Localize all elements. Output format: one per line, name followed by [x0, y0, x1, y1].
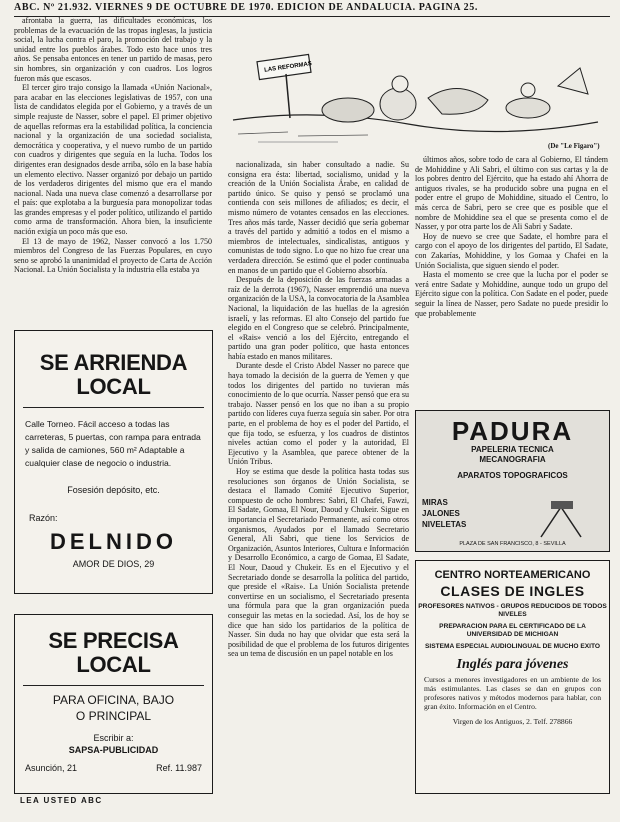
article-column-2: [228, 160, 409, 800]
ad-note: Fosesión depósito, etc.: [67, 485, 160, 495]
ad-title: SE PRECISA LOCAL: [48, 628, 179, 677]
article-column-1: [14, 16, 212, 316]
ad-item: MIRAS: [422, 498, 448, 507]
article-paragraph: últimos años, sobre todo de cara al Gobierno, El tándem de Mohiddine y Ali Sabri, el último con sus cartas y la de los pobres dentro del Ejército, que ha estado ahí Ahorra de antiguos rivales, se ha producido sobre una pugna en el poder entre el grupo de Mohiddine, situado el Centro, lo más cerca de Sabri, pero se cree que es posible que el nombre de Mohiddine sea el que se presenta como el de Nasser, y por otra parte los de Ali Sabri y Sadate.: [415, 155, 608, 232]
ad-line: PROFESORES NATIVOS - GRUPOS REDUCIDOS DE TODOS NIVELES: [418, 603, 607, 618]
cartoon-illustration: [228, 38, 606, 154]
ad-line: O PRINCIPAL: [75, 709, 152, 723]
article-column-3: [415, 155, 608, 380]
ad-item: JALONES: [422, 509, 460, 518]
ad-subtitle: APARATOS TOPOGRAFICOS: [457, 471, 568, 480]
ad-body: Calle Torneo. Fácil acceso a todas las carreteras, 5 puertas, con rampa para entrada y salida de camiones, 560 m² Adaptable a cualquier clase de negocio o industria.: [25, 419, 201, 468]
ad-brand: PADURA: [451, 416, 574, 446]
ad-item: NIVELETAS: [422, 520, 467, 529]
ad-fine-print: PLAZA DE SAN FRANCISCO, 8 - SEVILLA: [459, 541, 566, 547]
article-paragraph: nacionalizada, sin haber consultado a nadie. Su consigna era ésta: libertad, socialismo, unidad y la creación de la Unión Socialista Árabe, en calidad de partido único. Se quiso y pensó se proclamó una contienda con seis millones de afiliados; es decir, el mismo número de votantes censados en las elecciones. Tres años más tarde, Nasser decidió que sería gobernar a través del partido y admitió a todos en el mismo a miembros de intelectuales, sindicalistas, antiguos y comunistas de todo signo. Lo que no hizo fue crear una verdadera dirección. Se estimó que el poder continuaba en manos de un partido que el Gobierno absorbía.: [228, 160, 409, 275]
ad-padura: [415, 410, 610, 552]
article-paragraph: El 13 de mayo de 1962, Nasser convocó a los 1.750 miembros del Congreso de las Fuerzas Populares, en cuyo seno se aprobó la unanimidad el proyecto de Carta de Acción Nacional. La Unión Socialista y la industria ella estaba ya: [14, 236, 212, 275]
article-paragraph: Después de la deposición de las fuerzas armadas a raíz de la derrota (1967), Nasser emprendió una nueva organización de la USA, la convocatoria de la Asamblea Nacional, la liquidación de las huellas de la agresión israelí, y las reformas. El alto Consejo del partido fue elegido en el Congreso que se celebró. Principalmente, el «Rais» venció a los del Ejército, entregando el partido una gran poder político, que hasta entonces había estado en manos militares.: [228, 275, 409, 361]
ad-company-name: DELNIDO: [50, 529, 177, 554]
ad-title: SE ARRIENDA LOCAL: [39, 350, 188, 399]
article-paragraph: afrontaba la guerra, las dificultades económicas, los problemas de la evacuación de las tropas inglesas, la justicia social, la lucha contra el paro, la promoción del trabajo y la unidad entre los pueblos árabes. Todo esto hace unos tres años. Se pensaba entonces en tener un partido de masas, pero sin hombres, sin organización y con cuadros. Los logros fueron más que escasos.: [14, 16, 212, 83]
ad-subtitle: MECANOGRAFIA: [479, 455, 546, 464]
article-paragraph: Hasta el momento se cree que la lucha por el poder se verá entre Sadate y Mohiddine, aunque todo un grupo del Ejército sigue con la política. Con Sadate en el poder, puede seguir la línea de Nasser, pero Sadate no puede presidir lo que probablemente: [415, 270, 608, 318]
ad-se-precisa-local: [14, 614, 213, 794]
ad-reference: Ref. 11.987: [156, 763, 202, 773]
article-paragraph: Durante desde el Cristo Abdel Nasser no parece que haya tomado la decisión de la guerra de Yemen y que todos los dirigentes del partido no tuvieran más conocimiento de lo que ocurría. Nasser pensó que era su trabajo. Nasser pensó en los que no iban a su propio partido con líderes cuya fuerza seguía sin saber. Por otra parte, en el problema de hoy es el poder del Partido, el que fija todo, se esfuerza, y los cuadros de distintos niveles actúan como el poder y la autoridad, El Ejecutivo y la Asamblea, que parece obtener de la Unión Tribus.: [228, 361, 409, 467]
ad-item-list: [422, 497, 466, 530]
ad-address: Virgen de los Antiguos, 2. Telf. 278866: [452, 717, 573, 726]
footer-slogan: LEA USTED ABC: [20, 796, 103, 805]
ad-address: Asunción, 21: [25, 763, 78, 773]
ad-se-arrienda-local: [14, 330, 213, 594]
ad-centro-norteamericano: [415, 560, 610, 794]
ad-title: CENTRO NORTEAMERICANO: [434, 569, 591, 581]
page-header: ABC. Nº 21.932. VIERNES 9 DE OCTUBRE DE 1970. EDICION DE ANDALUCIA. PAGINA 25.: [14, 2, 478, 13]
ad-address: AMOR DE DIOS, 29: [72, 559, 155, 569]
ad-line: PARA OFICINA, BAJO: [52, 693, 175, 707]
cartoon-drawing: [228, 38, 606, 154]
ad-line: SISTEMA ESPECIAL AUDIOLINGUAL DE MUCHO EXITO: [425, 643, 600, 650]
cartoon-sign-text: LAS REFORMAS: [263, 61, 313, 74]
ad-line: PREPARACION PARA EL CERTIFICADO DE LA UNIVERSIDAD DE MICHIGAN: [439, 623, 586, 638]
ad-youth-heading: Inglés para jóvenes: [456, 657, 569, 672]
cartoon-credit: (De "Le Figaro"): [548, 142, 600, 150]
ad-body: Cursos a menores investigadores en un ambiente de los más estimulantes. Las clases se dan en grupos con profesores nativos y métodos modernos para hablar, con gran éxito. Información en el Centro.: [424, 675, 601, 711]
ad-line: SAPSA-PUBLICIDAD: [68, 745, 159, 755]
surveying-instrument-icon: [521, 499, 601, 539]
article-paragraph: Hoy de nuevo se cree que Sadate, el hombre para el cargo con el apoyo de los dirigentes del partido, El Sadate, con Zakarías, Mohiddine, y los Gomaa y Chafei en la Unión Socialista, que siguen siendo el poder.: [415, 231, 608, 270]
ad-subtitle: PAPELERIA TECNICA: [471, 445, 554, 454]
article-paragraph: Hoy se estima que desde la política hasta todas sus resoluciones son órganos de Unión Socialista, se destaca el llamado Comité Ejecutivo Superior, compuesto de ocho hombres: Sabri, El Chafei, Fawzi, El Sadate, Gomaa, El Nour, Daoud y Chukeir. Sigue en importancia el Secretariado Permanente, así como otros organismos, Ayudados por el llamado Secretario General, Ali Sabri, que tiene los Servicios de Organización, Asuntos Interiores, Cultura e Información y Desarrollo Económico, a cargo de Gomaa, El Sadate, El Nour, Daoud y Chukeir. Es en el Ejecutivo y el Secretariado donde se desarrolla la política del partido, que preside el «Rais». La Unión Socialista pretende convertirse en un socialismo, el Secretariado presenta una fórmula para que la gran organización pueda conseguir las metas en la sociedad. Así, los de hoy se dice que han sido los partidarios de la política de Nasser. Sin duda no hay que olvidar que esta será la posibilidad de que el problema de los futuros dirigentes sea un tema de discusión en un papel notable en los: [228, 467, 409, 659]
ad-title: CLASES DE INGLES: [440, 583, 585, 599]
ad-line: Escribir a:: [93, 733, 134, 743]
ad-contact-label: Razón:: [29, 513, 58, 523]
article-paragraph: El tercer giro trajo consigo la llamada «Unión Nacional», para acabar en las elecciones legislativas de 1957, con una lista de candidatos elegida por el Gobierno, y a través de un simple reajuste de Nasser, sobre el papel. El primer objetivo de aquellas reformas era la estabilidad política, la conciencia nacional y la organización de una sociedad socialista, democrática y cooperativa, y el nuevo rumbo de un partido con cuadros y dirigentes que seguía en la lucha. Todos los dirigentes eran designados desde arriba, sólo en la base había un elemento electivo. Nasser organizó por debajo un partido de los verdaderos dirigentes del mismo que era el mando nacional. Nada una nueva clase comenzó a desarrollarse por el país: que explotaba a la burguesía para monopolizar todas las grandes empresas y el poder político, utilizando el partido como arma de transformación. Ahora bien, la insuficiente nación exigía un poco más que eso.: [14, 83, 212, 237]
